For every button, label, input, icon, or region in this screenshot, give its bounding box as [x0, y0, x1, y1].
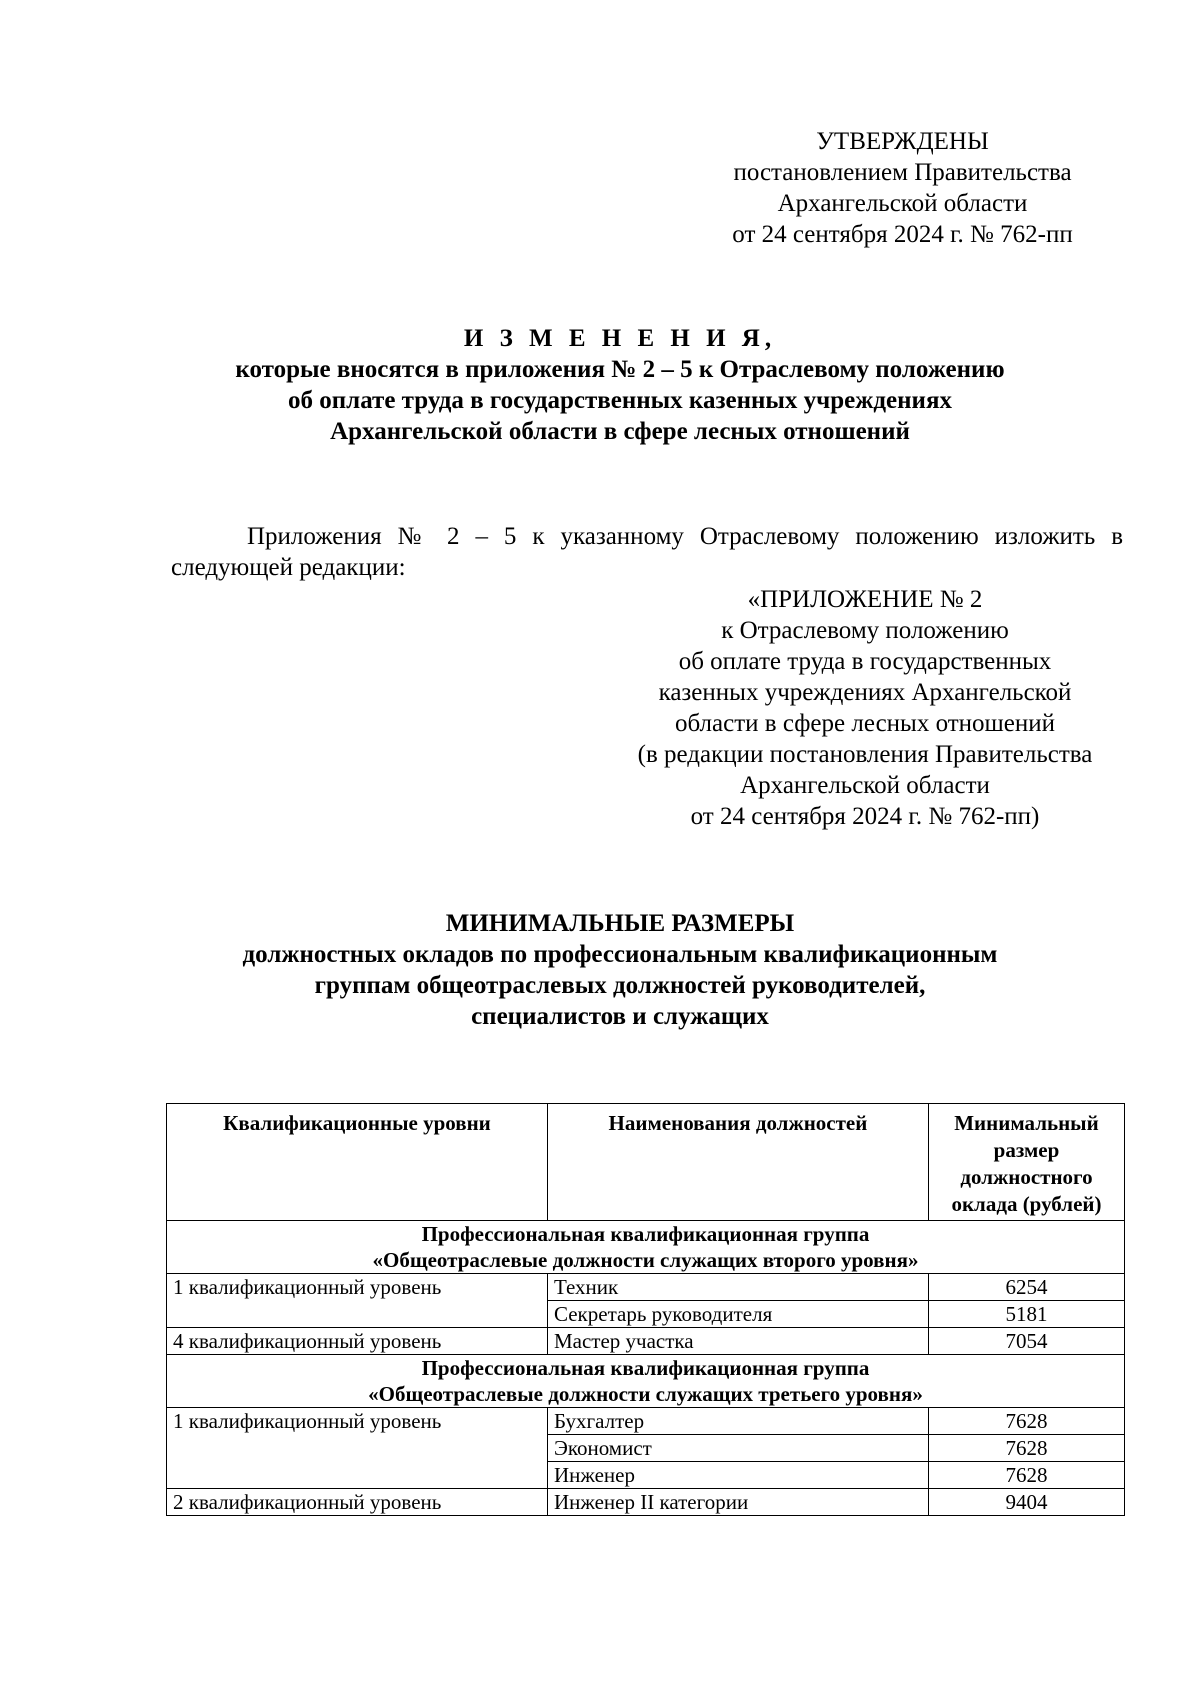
header-salary-line-4: оклада (рублей) [951, 1192, 1102, 1216]
position-cell: Экономист [547, 1435, 928, 1462]
title-line-4: Архангельской области в сфере лесных отношений [330, 418, 910, 445]
approval-line-4: от 24 сентября 2024 г. № 762-пп [732, 221, 1073, 248]
salary-cell: 9404 [928, 1489, 1124, 1516]
group-title-line-1: Профессиональная квалификационная группа [421, 1356, 870, 1380]
position-cell: Инженер II категории [547, 1489, 928, 1516]
section-title-line-2: должностных окладов по профессиональным квалификационным [242, 941, 998, 968]
title-heading: И З М Е Н Е Н И Я, [463, 325, 777, 352]
table-row [167, 1489, 1125, 1516]
title-line-3: об оплате труда в государственных казенных учреждениях [288, 387, 952, 414]
section-title-line-1: МИНИМАЛЬНЫЕ РАЗМЕРЫ [445, 910, 795, 937]
appendix-line-8: от 24 сентября 2024 г. № 762-пп) [690, 803, 1040, 830]
header-position-name: Наименования должностей [547, 1104, 928, 1221]
header-salary [928, 1104, 1124, 1221]
intro-paragraph: Приложения № 2 – 5 к указанному Отраслевому положению изложить в следующей редакции: [171, 523, 1123, 581]
approval-stamp [665, 126, 1140, 250]
position-cell: Инженер [547, 1462, 928, 1489]
section-title-line-3: группам общеотраслевых должностей руководителей, [314, 972, 926, 999]
document-title [120, 323, 1120, 447]
approval-line-3: Архангельской области [777, 190, 1028, 217]
table-row [167, 1274, 1125, 1301]
appendix-header [590, 584, 1140, 832]
title-line-2: которые вносятся в приложения № 2 – 5 к Отраслевому положению [235, 356, 1005, 383]
position-cell: Секретарь руководителя [547, 1301, 928, 1328]
appendix-line-1: «ПРИЛОЖЕНИЕ № 2 [747, 586, 983, 613]
group-row [167, 1355, 1125, 1408]
group-title-line-2: «Общеотраслевые должности служащих второго уровня» [372, 1248, 919, 1272]
group-title-line-2: «Общеотраслевые должности служащих третьего уровня» [368, 1382, 923, 1406]
position-cell: Мастер участка [547, 1328, 928, 1355]
salary-cell: 7054 [928, 1328, 1124, 1355]
header-salary-line-3: должностного [960, 1165, 1093, 1189]
section-title-line-4: специалистов и служащих [471, 1003, 769, 1030]
appendix-line-6: (в редакции постановления Правительства [637, 741, 1093, 768]
appendix-line-2: к Отраслевому положению [721, 617, 1009, 644]
group-title-line-1: Профессиональная квалификационная группа [421, 1222, 870, 1246]
group-title [167, 1221, 1125, 1274]
header-level: Квалификационные уровни [167, 1104, 548, 1221]
appendix-line-3: об оплате труда в государственных [678, 648, 1052, 675]
salary-cell: 7628 [928, 1408, 1124, 1435]
group-title [167, 1355, 1125, 1408]
approval-line-1: УТВЕРЖДЕНЫ [816, 128, 989, 155]
group-row [167, 1221, 1125, 1274]
salary-table [166, 1103, 1125, 1516]
approval-line-2: постановлением Правительства [733, 159, 1072, 186]
header-salary-line-1: Минимальный [954, 1111, 1099, 1135]
salary-cell: 7628 [928, 1435, 1124, 1462]
position-cell: Бухгалтер [547, 1408, 928, 1435]
appendix-line-4: казенных учреждениях Архангельской [658, 679, 1072, 706]
table-header-row [167, 1104, 1125, 1221]
table-row [167, 1408, 1125, 1435]
header-salary-line-2: размер [993, 1138, 1060, 1162]
section-title [120, 908, 1120, 1032]
level-cell: 1 квалификационный уровень [167, 1274, 548, 1328]
level-cell: 2 квалификационный уровень [167, 1489, 548, 1516]
level-cell: 4 квалификационный уровень [167, 1328, 548, 1355]
table-row [167, 1328, 1125, 1355]
position-cell: Техник [547, 1274, 928, 1301]
salary-cell: 5181 [928, 1301, 1124, 1328]
salary-cell: 7628 [928, 1462, 1124, 1489]
salary-cell: 6254 [928, 1274, 1124, 1301]
level-cell: 1 квалификационный уровень [167, 1408, 548, 1489]
appendix-line-7: Архангельской области [740, 772, 990, 799]
appendix-line-5: области в сфере лесных отношений [674, 710, 1056, 737]
